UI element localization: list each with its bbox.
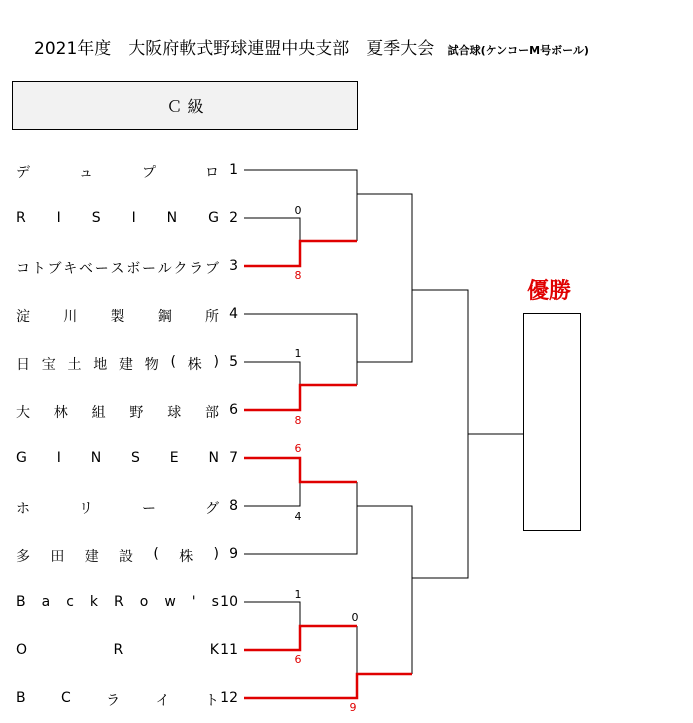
champion-label: 優勝 bbox=[527, 278, 572, 304]
team-name: 淀 川 製 鋼 所 bbox=[16, 309, 219, 325]
win-line-team12 bbox=[244, 674, 412, 698]
score-team5: 1 bbox=[294, 347, 302, 360]
win-line-team11 bbox=[244, 626, 357, 650]
score-team6: 8 bbox=[294, 414, 302, 427]
team-name: 日 宝 土 地 建 物 ( 株 ) bbox=[16, 354, 219, 373]
score-team11: 6 bbox=[294, 653, 302, 666]
team-name: G I N S E N bbox=[16, 450, 219, 466]
team-name: B C ラ イ ト bbox=[16, 690, 219, 709]
bracket-line-sf2 bbox=[357, 506, 412, 674]
win-line-team3 bbox=[244, 241, 357, 266]
class-label: Ｃ 級 bbox=[166, 97, 204, 116]
score-r2-bottom: 9 bbox=[349, 701, 357, 714]
score-team10: 1 bbox=[294, 588, 302, 601]
bracket-line-team2 bbox=[244, 218, 300, 241]
team-number: 4 bbox=[229, 306, 238, 322]
ball-note: 試合球(ケンコーM号ボール) bbox=[447, 44, 589, 57]
team-name: 大 林 組 野 球 部 bbox=[16, 405, 219, 421]
tournament-title: 2021年度 大阪府軟式野球連盟中央支部 夏季大会 bbox=[34, 39, 435, 59]
team-number: 6 bbox=[229, 402, 238, 418]
score-team2: 0 bbox=[294, 204, 302, 217]
team-name: B a c k R o w ' s bbox=[16, 594, 219, 610]
win-line-team6 bbox=[244, 385, 357, 410]
score-r2-top: 0 bbox=[351, 611, 359, 624]
team-number: 8 bbox=[229, 498, 238, 514]
team-name: ホ リ ー グ bbox=[16, 501, 219, 517]
team-number: 3 bbox=[229, 258, 238, 274]
bracket-line-final bbox=[412, 290, 468, 578]
team-number: 7 bbox=[229, 450, 238, 466]
bracket-line-team10 bbox=[244, 602, 300, 626]
bracket-line-sf1 bbox=[357, 194, 412, 362]
team-number: 11 bbox=[220, 642, 238, 658]
team-number: 5 bbox=[229, 354, 238, 370]
bracket-line-team8 bbox=[244, 482, 300, 506]
team-number: 12 bbox=[220, 690, 238, 706]
team-name: 多 田 建 設 ( 株 ) bbox=[16, 546, 219, 565]
team-number: 9 bbox=[229, 546, 238, 562]
score-team3: 8 bbox=[294, 269, 302, 282]
team-number: 2 bbox=[229, 210, 238, 226]
team-number: 10 bbox=[220, 594, 238, 610]
score-team7: 6 bbox=[294, 442, 302, 455]
team-name: O R K bbox=[16, 642, 219, 658]
team-name: R I S I N G bbox=[16, 210, 219, 226]
bracket-line-team5 bbox=[244, 362, 300, 385]
team-number: 1 bbox=[229, 162, 238, 178]
team-name: デ ュ プ ロ bbox=[16, 165, 219, 181]
team-name: コ ト ブ キ ベ ー ス ボ ー ル ク ラ ブ bbox=[16, 261, 219, 277]
champion-box bbox=[523, 313, 581, 531]
score-team8: 4 bbox=[294, 510, 302, 523]
win-line-team7 bbox=[244, 458, 357, 482]
